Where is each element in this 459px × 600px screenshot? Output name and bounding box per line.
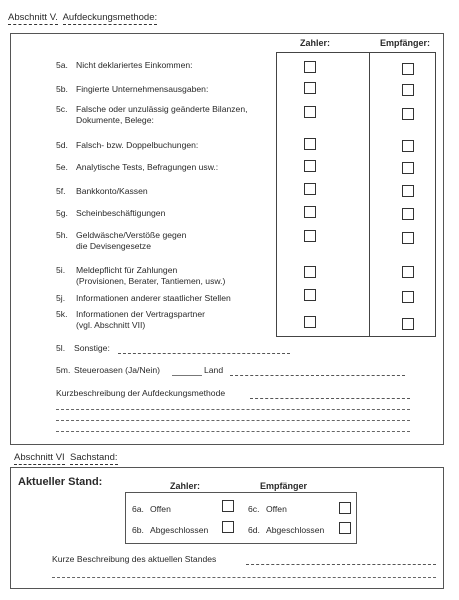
option-label: Abgeschlossen [266,525,325,535]
section5-title: Abschnitt V. [8,12,58,23]
status-options-box [125,492,357,544]
payer-checkbox-open[interactable] [222,500,234,512]
receiver-checkbox-5h[interactable] [402,232,414,244]
item-number-5l: 5l. [56,343,66,353]
receiver-checkbox-open[interactable] [339,502,351,514]
checkbox-table-divider [369,52,370,337]
item-number: 5c. [56,104,68,114]
section5-col-receiver: Empfänger: [380,38,431,48]
section6-subtitle: Sachstand: [69,452,118,463]
option-number: 6c. [248,504,260,514]
item-label: Falsche oder unzulässig geänderte Bilanzen, Dokumente, Belege: [76,104,248,125]
payer-checkbox-5a[interactable] [304,61,316,73]
payer-checkbox-5f[interactable] [304,183,316,195]
tax-haven-label: Steueroasen (Ja/Nein) [74,365,160,375]
item-number: 5d. [56,140,68,150]
option-number: 6d. [248,525,260,535]
tax-haven-input-line[interactable] [172,375,202,376]
item-label: Informationen anderer staatlicher Stellen [76,293,231,303]
section6-col-payer: Zahler: [170,481,201,491]
option-label: Offen [266,504,287,514]
receiver-checkbox-5e[interactable] [402,162,414,174]
item-number: 5i. [56,265,66,275]
payer-checkbox-5c[interactable] [304,106,316,118]
other-label: Sonstige: [74,343,110,353]
option-label: Offen [150,504,171,514]
payer-checkbox-5e[interactable] [304,160,316,172]
item-number: 5j. [56,293,66,303]
method-description-label: Kurzbeschreibung der Aufdeckungsmethode [56,388,226,398]
method-description-line-4[interactable] [56,431,410,432]
payer-checkbox-closed[interactable] [222,521,234,533]
method-description-line-1[interactable] [250,398,410,399]
method-description-line-3[interactable] [56,420,410,421]
item-number: 5a. [56,60,68,70]
section5-col-payer: Zahler: [300,38,331,48]
receiver-checkbox-5i[interactable] [402,266,414,278]
item-label: Nicht deklariertes Einkommen: [76,60,193,70]
receiver-checkbox-5b[interactable] [402,84,414,96]
status-description-label: Kurze Beschreibung des aktuellen Standes [52,554,217,564]
status-description-line-1[interactable] [246,564,436,565]
item-number: 5e. [56,162,68,172]
item-number-5m: 5m. [56,365,71,375]
option-label: Abgeschlossen [150,525,209,535]
status-description-line-2[interactable] [52,577,436,578]
item-label: Fingierte Unternehmensausgaben: [76,84,209,94]
item-label: Bankkonto/Kassen [76,186,148,196]
item-label: Analytische Tests, Befragungen usw.: [76,162,219,172]
receiver-checkbox-5g[interactable] [402,208,414,220]
item-label: Informationen der Vertragspartner (vgl. Abschnitt VII) [76,309,205,330]
receiver-checkbox-5d[interactable] [402,140,414,152]
payer-checkbox-5k[interactable] [304,316,316,328]
receiver-checkbox-5f[interactable] [402,185,414,197]
section5-header [8,12,157,23]
section5-subtitle: Aufdeckungsmethode: [62,12,158,23]
item-label: Meldepflicht für Zahlungen (Provisionen, Berater, Tantiemen, usw.) [76,265,226,286]
other-input-line[interactable] [118,353,290,354]
option-number: 6a. [132,504,144,514]
payer-checkbox-5d[interactable] [304,138,316,150]
receiver-checkbox-5c[interactable] [402,108,414,120]
section6-header [14,452,118,463]
payer-checkbox-5j[interactable] [304,289,316,301]
item-label: Falsch- bzw. Doppelbuchungen: [76,140,199,150]
method-description-line-2[interactable] [56,409,410,410]
receiver-checkbox-5k[interactable] [402,318,414,330]
item-label: Geldwäsche/Verstöße gegen die Devisengesetze [76,230,187,251]
item-number: 5k. [56,309,68,319]
payer-checkbox-5h[interactable] [304,230,316,242]
receiver-checkbox-closed[interactable] [339,522,351,534]
item-label: Scheinbeschäftigungen [76,208,166,218]
payer-checkbox-5g[interactable] [304,206,316,218]
item-number: 5b. [56,84,68,94]
section6-col-receiver: Empfänger [260,481,308,491]
tax-land-input-line[interactable] [230,375,405,376]
item-number: 5h. [56,230,68,240]
receiver-checkbox-5j[interactable] [402,291,414,303]
payer-checkbox-5b[interactable] [304,82,316,94]
item-number: 5f. [56,186,66,196]
payer-checkbox-5i[interactable] [304,266,316,278]
receiver-checkbox-5a[interactable] [402,63,414,75]
current-status-title: Aktueller Stand: [18,476,103,488]
tax-land-label: Land [204,365,224,375]
option-number: 6b. [132,525,144,535]
section6-title: Abschnitt VI [14,452,65,463]
item-number: 5g. [56,208,68,218]
